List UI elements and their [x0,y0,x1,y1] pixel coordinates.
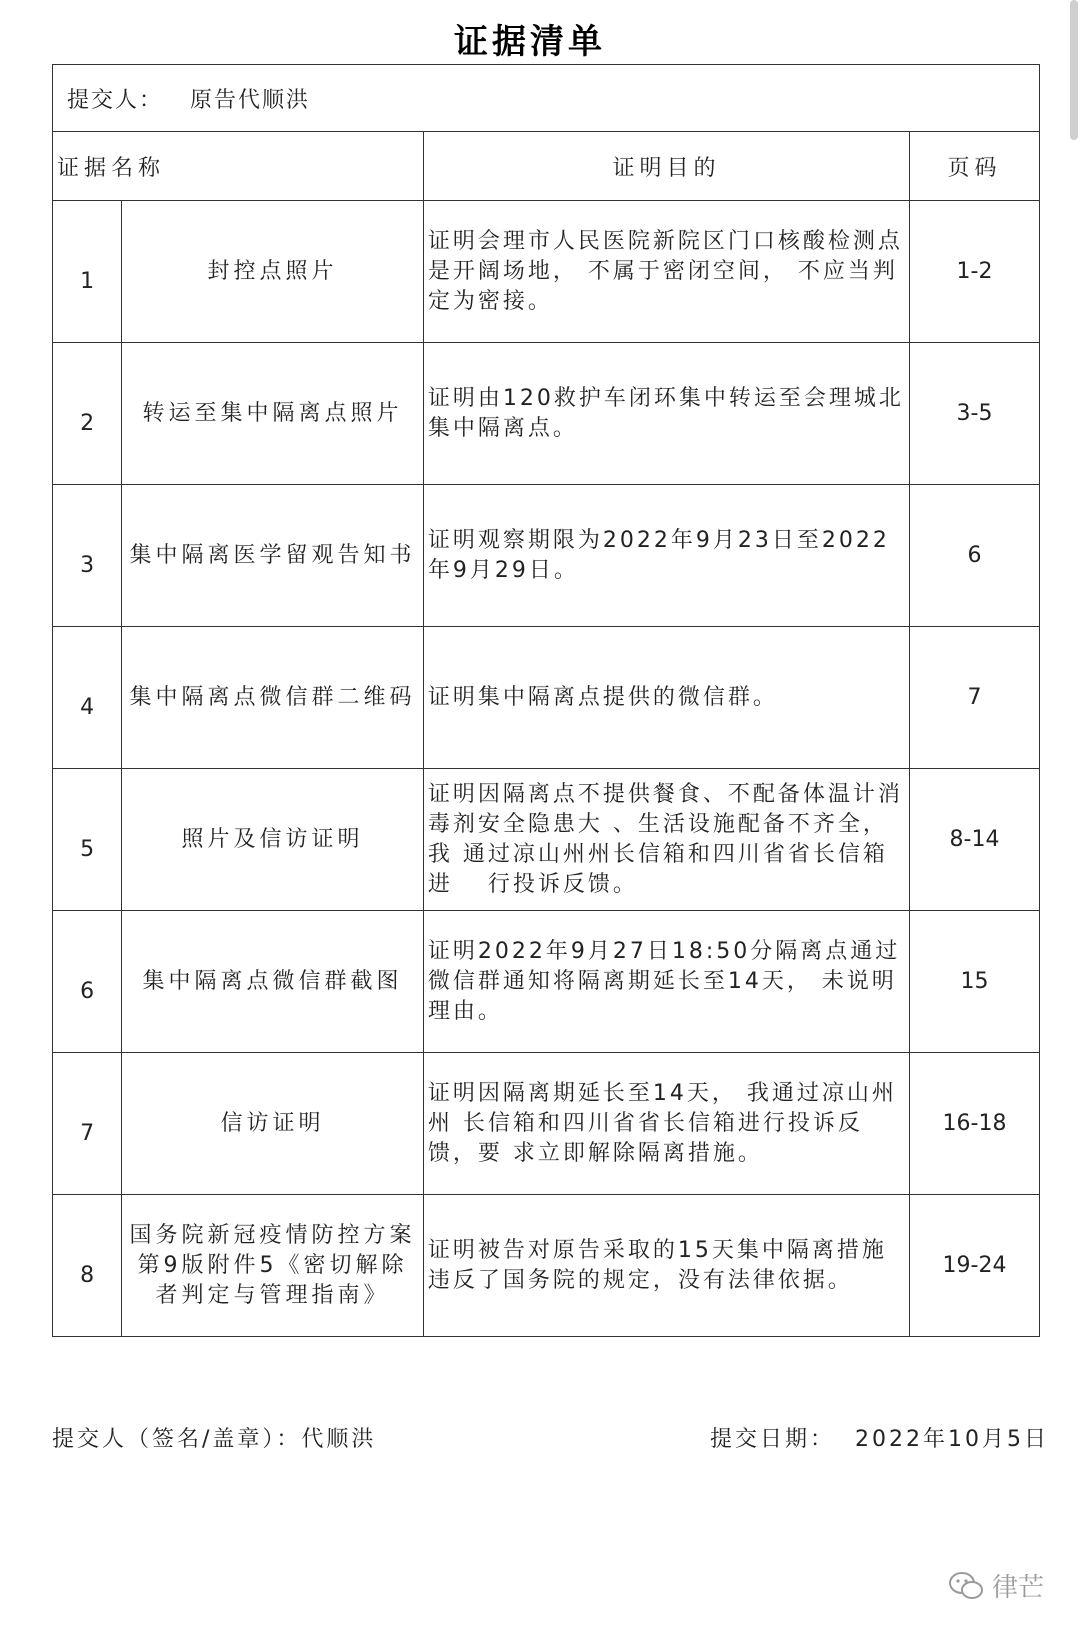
evidence-name: 集中隔离点微信群截图 [142,968,403,994]
evidence-number-cell [53,911,122,1053]
date-line [710,1422,1049,1453]
submitter-cell [53,65,1040,132]
evidence-number: 5 [80,837,95,862]
evidence-pages: 6 [967,543,982,568]
evidence-number-cell [53,1195,122,1337]
evidence-pages-cell [910,911,1040,1053]
watermark-text: 律芒 [991,1573,1044,1603]
evidence-purpose-cell [423,911,909,1053]
evidence-name-cell [122,1053,424,1195]
evidence-number-cell [53,769,122,911]
evidence-number-cell [53,485,122,627]
evidence-number: 2 [80,411,95,436]
evidence-pages-cell [910,627,1040,769]
page-title: 证据清单 [454,22,606,62]
evidence-pages: 15 [960,969,989,994]
evidence-name: 信访证明 [220,1110,325,1136]
evidence-number: 7 [80,1121,95,1146]
evidence-purpose-cell [423,1053,909,1195]
header-evidence-name: 证据名称 [53,132,424,201]
evidence-purpose: 证明观察期限为2022年9月23日至2022年9月29日。 [427,527,890,583]
table-row [53,1195,1040,1337]
table-row [53,343,1040,485]
evidence-number: 8 [80,1263,95,1288]
signature-name: 代顺洪 [301,1427,377,1452]
evidence-purpose-cell [423,201,909,343]
evidence-number-cell [53,627,122,769]
evidence-number: 6 [80,979,95,1004]
watermark [948,1567,1044,1604]
signature-line [52,1422,376,1453]
evidence-table [52,64,1040,1337]
header-pages: 页码 [910,132,1040,201]
evidence-number-cell [53,201,122,343]
evidence-purpose-cell [423,485,909,627]
table-row [53,485,1040,627]
evidence-purpose: 证明由120救护车闭环集中转运至会理城北集中隔离点。 [427,385,904,441]
date-label: 提交日期： [710,1427,836,1452]
evidence-pages: 8-14 [949,827,1000,852]
evidence-number-cell [53,1053,122,1195]
evidence-pages: 16-18 [942,1111,1007,1136]
scrollbar[interactable] [1070,0,1078,140]
evidence-pages: 7 [967,685,982,710]
evidence-purpose: 证明集中隔离点提供的微信群。 [427,684,778,710]
evidence-name: 集中隔离医学留观告知书 [129,542,416,568]
evidence-number: 1 [80,269,95,294]
submitter-name: 原告代顺洪 [190,87,311,113]
date-value: 2022年10月5日 [855,1427,1049,1452]
table-row [53,769,1040,911]
evidence-pages-cell [910,1195,1040,1337]
evidence-name-cell [122,911,424,1053]
header-purpose: 证明目的 [423,132,909,201]
evidence-name-cell [122,201,424,343]
evidence-name: 国务院新冠疫情防控方案第9版附件5《密切解除者判定与管理指南》 [129,1222,416,1308]
evidence-number: 3 [80,553,95,578]
evidence-number: 4 [80,695,95,720]
evidence-name-cell [122,1195,424,1337]
evidence-name-cell [122,627,424,769]
evidence-name: 照片及信访证明 [181,826,364,852]
evidence-pages-cell [910,201,1040,343]
evidence-name: 封控点照片 [207,258,338,284]
table-row [53,627,1040,769]
table-row [53,1053,1040,1195]
evidence-pages-cell [910,485,1040,627]
evidence-name-cell [122,485,424,627]
evidence-name-cell [122,769,424,911]
evidence-purpose-cell [423,1195,909,1337]
evidence-purpose: 证明被告对原告采取的15天集中隔离措施违反了国务院的规定，没有法律依据。 [427,1237,887,1293]
evidence-purpose: 证明会理市人民医院新院区门口核酸检测点是开阔场地， 不属于密闭空间， 不应当判 定为密接。 [427,228,903,314]
submitter-label: 提交人： [67,87,164,113]
evidence-purpose: 证明因隔离期延长至14天， 我通过凉山州州 长信箱和四川省省长信箱进行投诉反馈，要 求立即解除隔离措施。 [427,1080,897,1166]
evidence-pages: 19-24 [942,1253,1007,1278]
evidence-pages-cell [910,343,1040,485]
evidence-purpose: 证明因隔离点不提供餐食、不配备体温计消毒剂安全隐患大 、生活设施配备不齐全，我 通过凉山州州长信箱和四川省省长信箱进 行投诉反馈。 [427,781,903,897]
evidence-pages: 3-5 [956,401,993,426]
evidence-pages: 1-2 [956,259,993,284]
evidence-name: 集中隔离点微信群二维码 [129,684,416,710]
evidence-number-cell [53,343,122,485]
table-row [53,201,1040,343]
submitter-row [53,65,1040,132]
evidence-name-cell [122,343,424,485]
evidence-pages-cell [910,769,1040,911]
table-row [53,911,1040,1053]
evidence-name: 转运至集中隔离点照片 [142,400,403,426]
evidence-purpose: 证明2022年9月27日18:50分隔离点通过微信群通知将隔离期延长至14天， 未说明理由。 [427,938,901,1024]
evidence-purpose-cell [423,769,909,911]
header-row [53,132,1040,201]
evidence-purpose-cell [423,343,909,485]
evidence-pages-cell [910,1053,1040,1195]
wechat-icon [948,1571,984,1601]
signature-label: 提交人（签名/盖章）： [52,1427,302,1452]
evidence-purpose-cell [423,627,909,769]
